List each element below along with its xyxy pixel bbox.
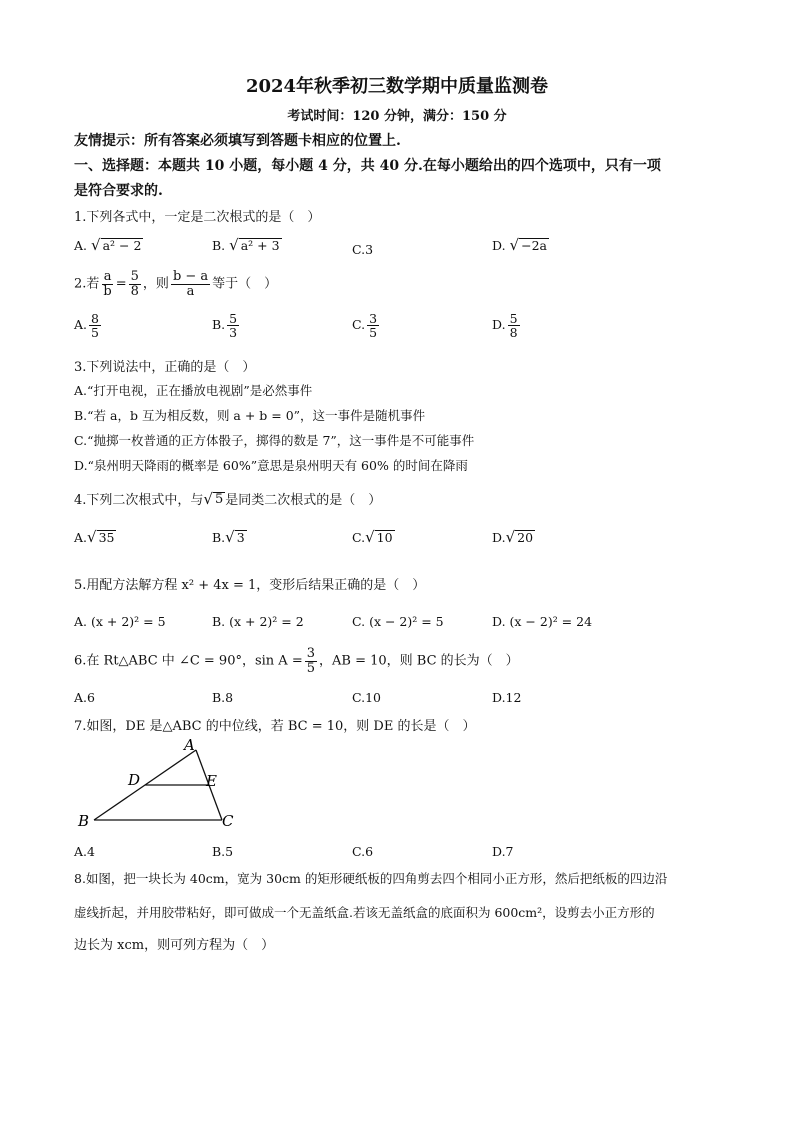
triangle-figure bbox=[74, 734, 244, 834]
fraction: $\frac{5}{8}$ bbox=[130, 269, 139, 299]
question-2-option-b: B. $\frac{5}{3}$ bbox=[212, 311, 238, 341]
question-2-option-d: D. $\frac{5}{8}$ bbox=[492, 311, 518, 341]
question-5-option-a: A. (x + 2)² = 5 bbox=[74, 614, 166, 629]
question-3-option-a: A.“打开电视，正在播放电视剧”是必然事件 bbox=[74, 383, 313, 398]
question-1-option-c: C.3 bbox=[352, 242, 374, 257]
vertex-label-c: C bbox=[222, 812, 234, 830]
question-7-stem: 7.如图，DE 是△ABC 的中位线，若 BC = 10，则 DE 的长是（ ） bbox=[74, 719, 476, 734]
question-7-option-d: D.7 bbox=[492, 844, 514, 859]
question-1-option-a bbox=[74, 238, 143, 253]
tip-text: 友情提示：所有答案必须填写到答题卡相应的位置上. bbox=[74, 133, 401, 149]
sqrt-expression: √ a² − 2 bbox=[91, 236, 142, 254]
fraction: $\frac{8}{5}$ bbox=[91, 311, 99, 341]
question-5-option-b: B. (x + 2)² = 2 bbox=[212, 614, 304, 629]
sqrt-expression: √ 5 bbox=[203, 490, 224, 508]
question-1-option-d bbox=[492, 238, 549, 253]
section-heading-line2: 是符合要求的. bbox=[74, 183, 163, 199]
question-4-option-d: D. √ 20 bbox=[492, 528, 534, 546]
question-2-stem: 2.若 $\frac{a}{b}$ = $\frac{5}{8}$ ，则 $\frac{b - a}{a}$ 等于（ ） bbox=[74, 269, 278, 299]
question-3-stem: 3.下列说法中，正确的是（ ） bbox=[74, 360, 256, 375]
fraction: $\frac{b - a}{a}$ bbox=[172, 269, 209, 299]
question-7-option-b: B.5 bbox=[212, 844, 234, 859]
question-6-option-c: C.10 bbox=[352, 690, 381, 705]
question-4-option-b: B. √ 3 bbox=[212, 528, 245, 546]
fraction: $\frac{5}{3}$ bbox=[229, 311, 238, 341]
question-8-line3: 边长为 xcm，则可列方程为（ ） bbox=[74, 938, 275, 953]
fraction: $\frac{3}{5}$ bbox=[306, 646, 316, 676]
vertex-label-b: B bbox=[78, 812, 90, 830]
question-2-option-c: C. $\frac{3}{5}$ bbox=[352, 311, 378, 341]
question-1-stem: 1.下列各式中，一定是二次根式的是（ ） bbox=[74, 210, 321, 225]
question-4-stem: 4.下列二次根式中，与 √ 5 是同类二次根式的是（ ） bbox=[74, 490, 382, 508]
question-4-option-a: A. √ 35 bbox=[74, 528, 115, 546]
fraction: $\frac{5}{8}$ bbox=[509, 311, 518, 341]
question-3-option-c: C.“抛掷一枚普通的正方体骰子，掷得的数是 7”，这一事件是不可能事件 bbox=[74, 433, 475, 448]
fraction: $\frac{a}{b}$ bbox=[103, 269, 112, 299]
question-4-option-c: C. √ 10 bbox=[352, 528, 393, 546]
question-5-option-c: C. (x − 2)² = 5 bbox=[352, 614, 444, 629]
question-6-option-b: B.8 bbox=[212, 690, 234, 705]
sqrt-expression: √ 35 bbox=[87, 528, 115, 546]
question-6-option-d: D.12 bbox=[492, 690, 522, 705]
question-5-stem: 5.用配方法解方程 x² + 4x = 1，变形后结果正确的是（ ） bbox=[74, 578, 426, 593]
question-8-line1: 8.如图，把一块长为 40cm，宽为 30cm 的矩形硬纸板的四角剪去四个相同小正方形，然后把纸板的四边沿 bbox=[74, 871, 668, 886]
question-6-option-a: A.6 bbox=[74, 690, 95, 705]
question-1-option-b bbox=[212, 238, 282, 253]
option-label: A. bbox=[74, 238, 88, 253]
question-3-option-d: D.“泉州明天降雨的概率是 60%”意思是泉州明天有 60% 的时间在降雨 bbox=[74, 458, 468, 473]
point-label-d: D bbox=[128, 771, 141, 789]
fraction: $\frac{3}{5}$ bbox=[369, 311, 378, 341]
option-label: B. bbox=[212, 238, 226, 253]
question-8-line2: 虚线折起，并用胶带粘好，即可做成一个无盖纸盒.若该无盖纸盒的底面积为 600cm²，设剪去小正方形的 bbox=[74, 905, 655, 920]
vertex-label-a: A bbox=[184, 736, 195, 754]
exam-info: 考试时间：120 分钟，满分：150 分 bbox=[287, 109, 507, 124]
question-2-option-a: A. $\frac{8}{5}$ bbox=[74, 311, 99, 341]
question-6-stem: 6.在 Rt△ABC 中 ∠C = 90°，sin A = $\frac{3}{5}$ ，AB = 10，则 BC 的长为（ ） bbox=[74, 646, 519, 676]
question-3-option-b: B.“若 a，b 互为相反数，则 a + b = 0”，这一事件是随机事件 bbox=[74, 408, 426, 423]
sqrt-expression: √ 3 bbox=[225, 528, 245, 546]
question-5-option-d: D. (x − 2)² = 24 bbox=[492, 614, 593, 629]
sqrt-expression: √ a² + 3 bbox=[229, 236, 280, 254]
sqrt-expression: √ 20 bbox=[505, 528, 534, 546]
sqrt-expression: √ 10 bbox=[365, 528, 393, 546]
point-label-e: E bbox=[206, 772, 217, 790]
exam-title: 2024年秋季初三数学期中质量监测卷 bbox=[245, 76, 549, 97]
question-7-option-c: C.6 bbox=[352, 844, 374, 859]
section-heading-line1: 一、选择题：本题共 10 小题，每小题 4 分，共 40 分.在每小题给出的四个选项中，只有一项 bbox=[74, 158, 661, 174]
sqrt-expression: √ −2a bbox=[509, 236, 547, 254]
question-7-option-a: A.4 bbox=[74, 844, 95, 859]
option-label: D. bbox=[492, 238, 506, 253]
